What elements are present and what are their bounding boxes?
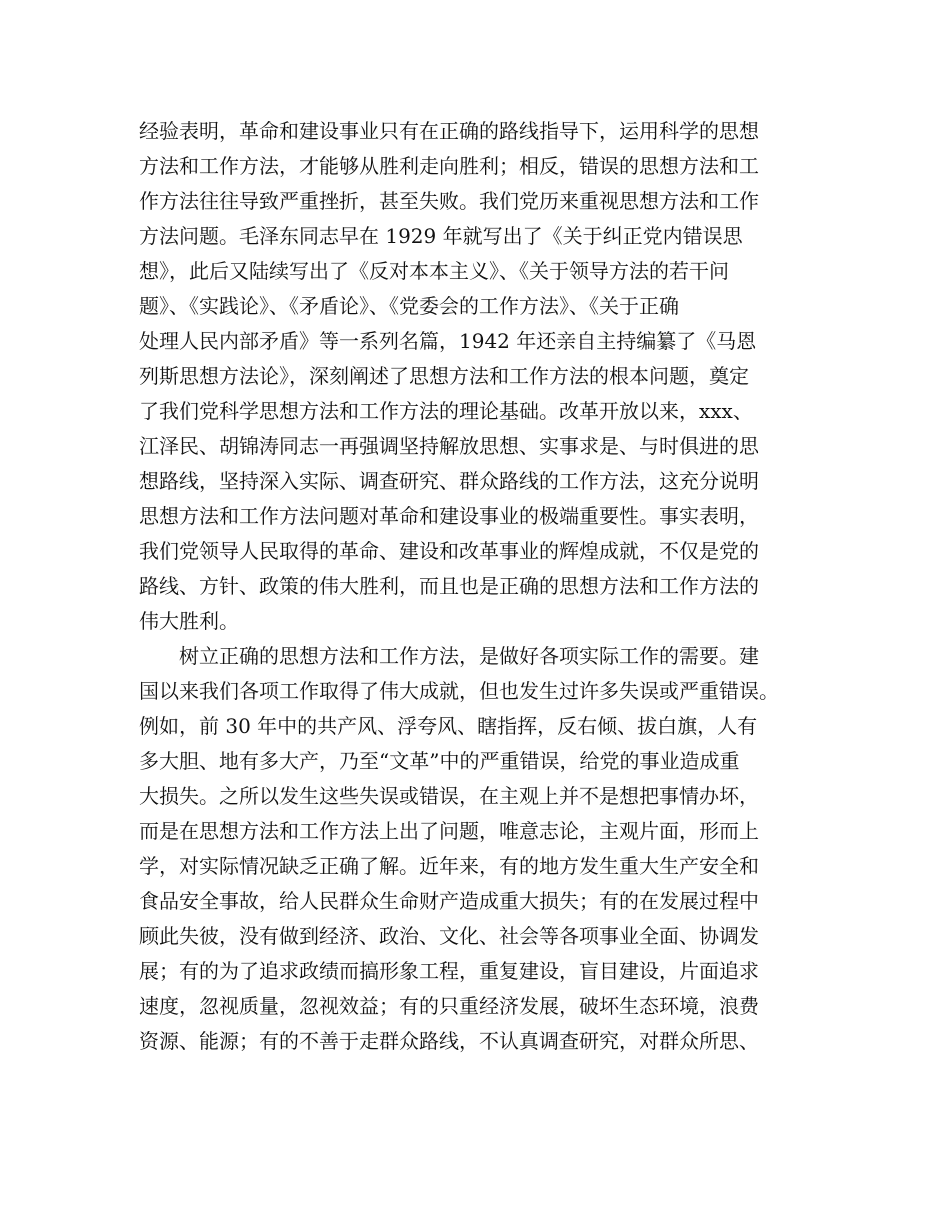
text-line: 多大胆、地有多大产，乃至“文革”中的严重错误，给党的事业造成重 <box>139 749 740 773</box>
text-line: 国以来我们各项工作取得了伟大成就，但也发生过许多失误或严重错误。 <box>139 679 779 703</box>
text-line: 了我们党科学思想方法和工作方法的理论基础。改革开放以来，xxx、 <box>139 399 753 423</box>
text-line: 思想方法和工作方法问题对革命和建设事业的极端重要性。事实表明， <box>139 504 759 528</box>
text-line: 我们党领导人民取得的革命、建设和改革事业的辉煌成就，不仅是党的 <box>139 539 759 563</box>
text-line: 想》，此后又陆续写出了《反对本本主义》、《关于领导方法的若干问 <box>139 259 729 283</box>
text-line: 而是在思想方法和工作方法上出了问题，唯意志论，主观片面，形而上 <box>139 819 759 843</box>
text-line: 江泽民、胡锦涛同志一再强调坚持解放思想、实事求是、与时俱进的思 <box>139 434 759 458</box>
text-line: 经验表明，革命和建设事业只有在正确的路线指导下，运用科学的思想 <box>139 119 759 143</box>
text-line: 题》、《实践论》、《矛盾论》、《党委会的工作方法》、《关于正确 <box>139 294 679 318</box>
text-line: 例如，前 30 年中的共产风、浮夸风、瞎指挥，反右倾、拔白旗，人有 <box>139 714 758 738</box>
text-line: 资源、能源；有的不善于走群众路线，不认真调查研究，对群众所思、 <box>139 1029 759 1053</box>
text-line: 树立正确的思想方法和工作方法，是做好各项实际工作的需要。建 <box>139 644 759 668</box>
text-line: 食品安全事故，给人民群众生命财产造成重大损失；有的在发展过程中 <box>139 889 759 913</box>
paragraph <box>139 639 829 1059</box>
text-line: 作方法往往导致严重挫折，甚至失败。我们党历来重视思想方法和工作 <box>139 189 759 213</box>
paragraph <box>139 114 829 639</box>
text-line: 顾此失彼，没有做到经济、政治、文化、社会等各项事业全面、协调发 <box>139 924 759 948</box>
text-line: 处理人民内部矛盾》等一系列名篇，1942 年还亲自主持编纂了《马恩 <box>139 329 757 353</box>
text-line: 方法问题。毛泽东同志早在 1929 年就写出了《关于纠正党内错误思 <box>139 224 743 248</box>
text-line: 方法和工作方法，才能够从胜利走向胜利；相反，错误的思想方法和工 <box>139 154 759 178</box>
text-line: 路线、方针、政策的伟大胜利，而且也是正确的思想方法和工作方法的 <box>139 574 759 598</box>
text-line: 想路线，坚持深入实际、调查研究、群众路线的工作方法，这充分说明 <box>139 469 759 493</box>
document-body <box>139 114 829 1059</box>
text-line: 速度，忽视质量，忽视效益；有的只重经济发展，破坏生态环境，浪费 <box>139 994 759 1018</box>
text-line: 大损失。之所以发生这些失误或错误，在主观上并不是想把事情办坏， <box>139 784 759 808</box>
text-line: 学，对实际情况缺乏正确了解。近年来，有的地方发生重大生产安全和 <box>139 854 759 878</box>
text-line: 伟大胜利。 <box>139 609 239 633</box>
text-line: 展；有的为了追求政绩而搞形象工程，重复建设，盲目建设，片面追求 <box>139 959 759 983</box>
text-line: 列斯思想方法论》，深刻阐述了思想方法和工作方法的根本问题，奠定 <box>139 364 749 388</box>
